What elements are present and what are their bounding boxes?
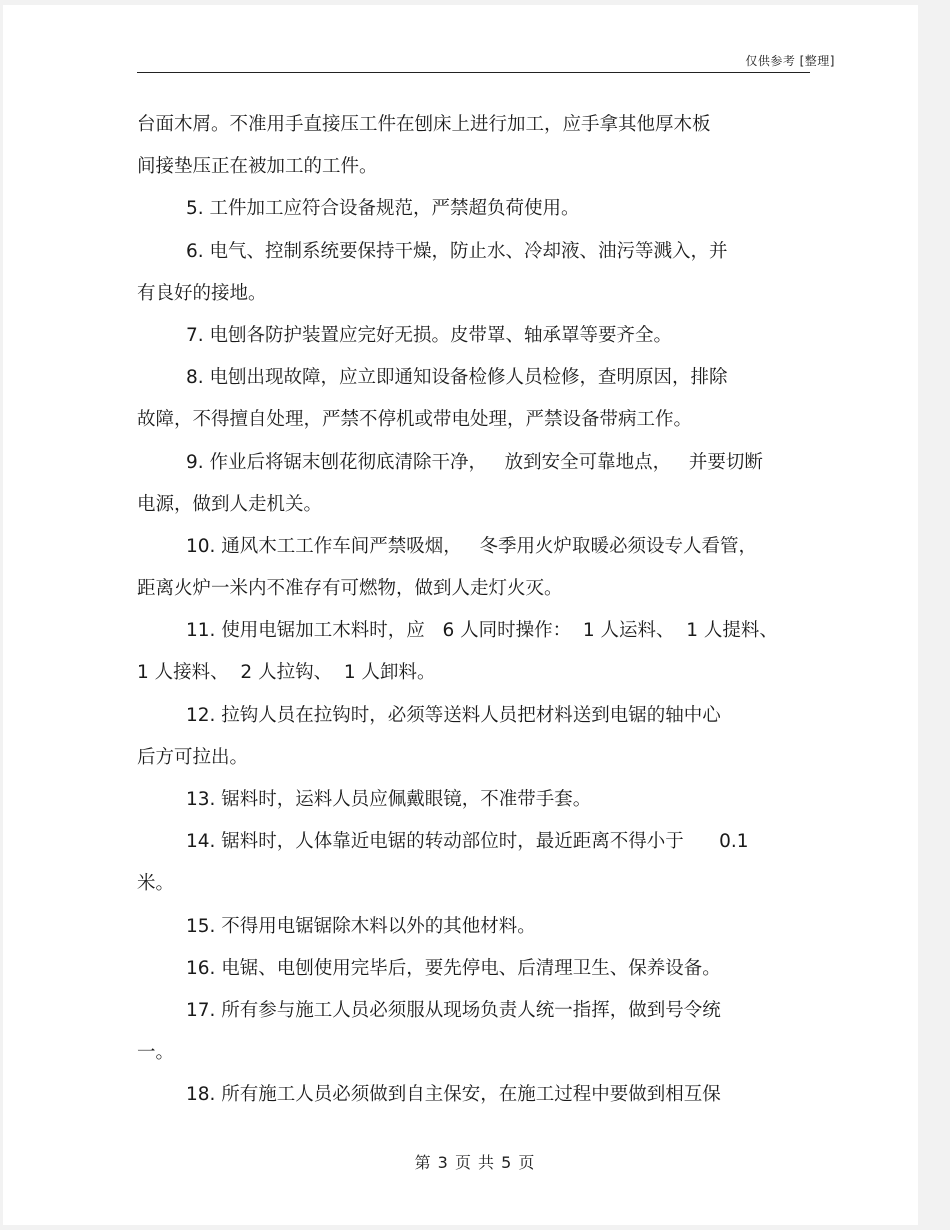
item-12-line: 12. 拉钩人员在拉钩时，必须等送料人员把材料送到电锯的轴中心 xyxy=(186,704,721,726)
document-body xyxy=(137,104,817,1117)
item-5-line: 5. 工件加工应符合设备规范，严禁超负荷使用。 xyxy=(186,198,580,220)
item-7-line: 7. 电刨各防护装置应完好无损。皮带罩、轴承罩等要齐全。 xyxy=(186,324,673,346)
item-11-line: 11. 使用电锯加工木料时，应 6 人同时操作： 1 人运料、 1 人提料、 xyxy=(186,620,778,642)
item-17-line: 17. 所有参与施工人员必须服从现场负责人统一指挥，做到号令统 xyxy=(186,999,721,1021)
item-8-line: 8. 电刨出现故障，应立即通知设备检修人员检修，查明原因，排除 xyxy=(186,367,728,389)
body-line: 米。 xyxy=(137,873,175,895)
item-6-line: 6. 电气、控制系统要保持干燥，防止水、冷却液、油污等溅入，并 xyxy=(186,240,728,262)
body-line: 1 人接料、 2 人拉钩、 1 人卸料。 xyxy=(137,662,436,684)
item-9-line: 9. 作业后将锯末刨花彻底清除干净， 放到安全可靠地点， 并要切断 xyxy=(186,451,763,473)
page-footer: 第 3 页 共 5 页 xyxy=(414,1153,536,1172)
body-line: 一。 xyxy=(137,1042,175,1064)
body-line: 故障，不得擅自处理，严禁不停机或带电处理，严禁设备带病工作。 xyxy=(137,409,693,431)
page-header: 仅供参考 [整理] xyxy=(745,54,835,68)
body-line: 后方可拉出。 xyxy=(137,746,249,768)
item-10-line: 10. 通风木工工作车间严禁吸烟， 冬季用火炉取暖必须设专人看管， xyxy=(186,535,757,557)
body-line: 有良好的接地。 xyxy=(137,282,267,304)
item-18-line: 18. 所有施工人员必须做到自主保安，在施工过程中要做到相互保 xyxy=(186,1084,721,1106)
item-13-line: 13. 锯料时，运料人员应佩戴眼镜，不准带手套。 xyxy=(186,789,592,810)
body-line: 电源，做到人走机关。 xyxy=(137,493,323,515)
item-15-line: 15. 不得用电锯锯除木料以外的其他材料。 xyxy=(186,915,536,937)
body-line: 距离火炉一米内不准存有可燃物，做到人走灯火灭。 xyxy=(137,578,563,600)
body-line: 台面木屑。不准用手直接压工件在刨床上进行加工，应手拿其他厚木板 xyxy=(137,114,711,135)
body-line: 间接垫压正在被加工的工件。 xyxy=(137,156,378,178)
item-16-line: 16. 电锯、电刨使用完毕后，要先停电、后清理卫生、保养设备。 xyxy=(186,957,721,979)
header-divider xyxy=(137,72,810,73)
item-14-line: 14. 锯料时，人体靠近电锯的转动部位时，最近距离不得小于 0.1 xyxy=(186,831,749,853)
